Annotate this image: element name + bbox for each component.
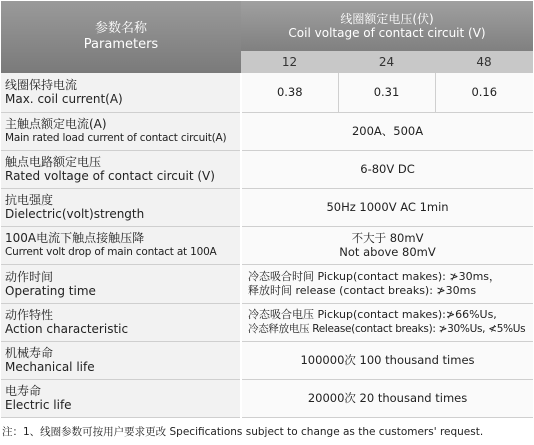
value-cn: 不大于 80mV <box>351 231 424 245</box>
row-volt-drop <box>1 226 533 264</box>
row-action-characteristic <box>1 303 533 341</box>
label-cn: 主触点额定电流(A) <box>5 117 107 131</box>
label-cn: 动作时间 <box>5 269 54 284</box>
row-electric-life <box>1 379 533 417</box>
label-en: Electric life <box>5 398 72 412</box>
footnote: 注：1、线圈参数可按用户要求更改 Specifications subject to change as the customers' request. <box>2 426 484 438</box>
value-operating-time <box>241 264 533 303</box>
coil-voltage-header-en: Coil voltage of contact circuit (V) <box>288 26 486 40</box>
value-mechanical-life: 100000次 100 thousand times <box>241 341 533 379</box>
label-max-coil-current <box>1 73 241 112</box>
row-dielectric-strength <box>1 188 533 226</box>
label-cn: 抗电强度 <box>5 193 54 207</box>
label-en: Max. coil current(A) <box>5 92 123 107</box>
value-en: Not above 80mV <box>339 245 436 259</box>
value-dielectric-strength: 50Hz 1000V AC 1min <box>241 188 533 226</box>
header-row <box>1 1 533 51</box>
value-main-load-current: 200A、500A <box>241 112 533 150</box>
label-operating-time <box>1 264 241 303</box>
row-rated-voltage <box>1 150 533 188</box>
pickup-time: 冷态吸合时间 Pickup(contact makes): ≯30ms， <box>248 269 501 283</box>
pickup-voltage: 冷态吸合电压 Pickup(contact makes):≯66%Us, <box>248 308 497 321</box>
row-operating-time <box>1 264 533 303</box>
parameters-header-en: Parameters <box>83 37 159 52</box>
voltage-24: 24 <box>338 51 435 73</box>
parameters-header-cn: 参数名称 <box>94 21 147 36</box>
label-electric-life <box>1 379 241 417</box>
coil-voltage-header <box>241 1 533 51</box>
spec-table <box>1 1 533 418</box>
label-en: Operating time <box>5 283 96 298</box>
value-rated-voltage: 6-80V DC <box>241 150 533 188</box>
label-rated-voltage <box>1 150 241 188</box>
label-cn: 100A电流下触点接触压降 <box>5 231 145 245</box>
row-max-coil-current <box>1 73 533 112</box>
label-cn: 机械寿命 <box>5 346 54 360</box>
value-action-characteristic <box>241 303 533 341</box>
label-en: Mechanical life <box>5 360 95 374</box>
label-cn: 触点电路额定电压 <box>5 155 102 169</box>
value-coil-12v: 0.38 <box>241 73 338 112</box>
label-volt-drop <box>1 226 241 264</box>
voltage-12: 12 <box>241 51 338 73</box>
label-action-characteristic <box>1 303 241 341</box>
coil-voltage-header-cn: 线圈额定电压(伏) <box>340 12 434 26</box>
label-en: Action characteristic <box>5 322 129 336</box>
label-en: Main rated load current of contact circuit(A) <box>5 132 227 144</box>
value-electric-life: 20000次 20 thousand times <box>241 379 533 417</box>
label-main-load-current <box>1 112 241 150</box>
label-en: Rated voltage of contact circuit (V) <box>5 169 215 183</box>
label-en: Current volt drop of main contact at 100A <box>5 246 217 258</box>
release-voltage: 冷态释放电压 Release(contact breaks): ≯30%Us, ≮5%Us <box>248 323 526 335</box>
value-volt-drop <box>241 226 533 264</box>
row-mechanical-life <box>1 341 533 379</box>
label-cn: 动作特性 <box>5 308 54 322</box>
row-main-load-current <box>1 112 533 150</box>
parameters-header <box>1 1 241 73</box>
label-dielectric-strength <box>1 188 241 226</box>
voltage-48: 48 <box>435 51 533 73</box>
label-cn: 电寿命 <box>5 384 42 398</box>
release-time: 释放时间 release (contact breaks): ≯30ms <box>248 283 477 297</box>
value-coil-24v: 0.31 <box>338 73 435 112</box>
label-en: Dielectric(volt)strength <box>5 207 145 221</box>
label-cn: 线圈保持电流 <box>5 78 78 93</box>
value-coil-48v: 0.16 <box>435 73 533 112</box>
label-mechanical-life <box>1 341 241 379</box>
